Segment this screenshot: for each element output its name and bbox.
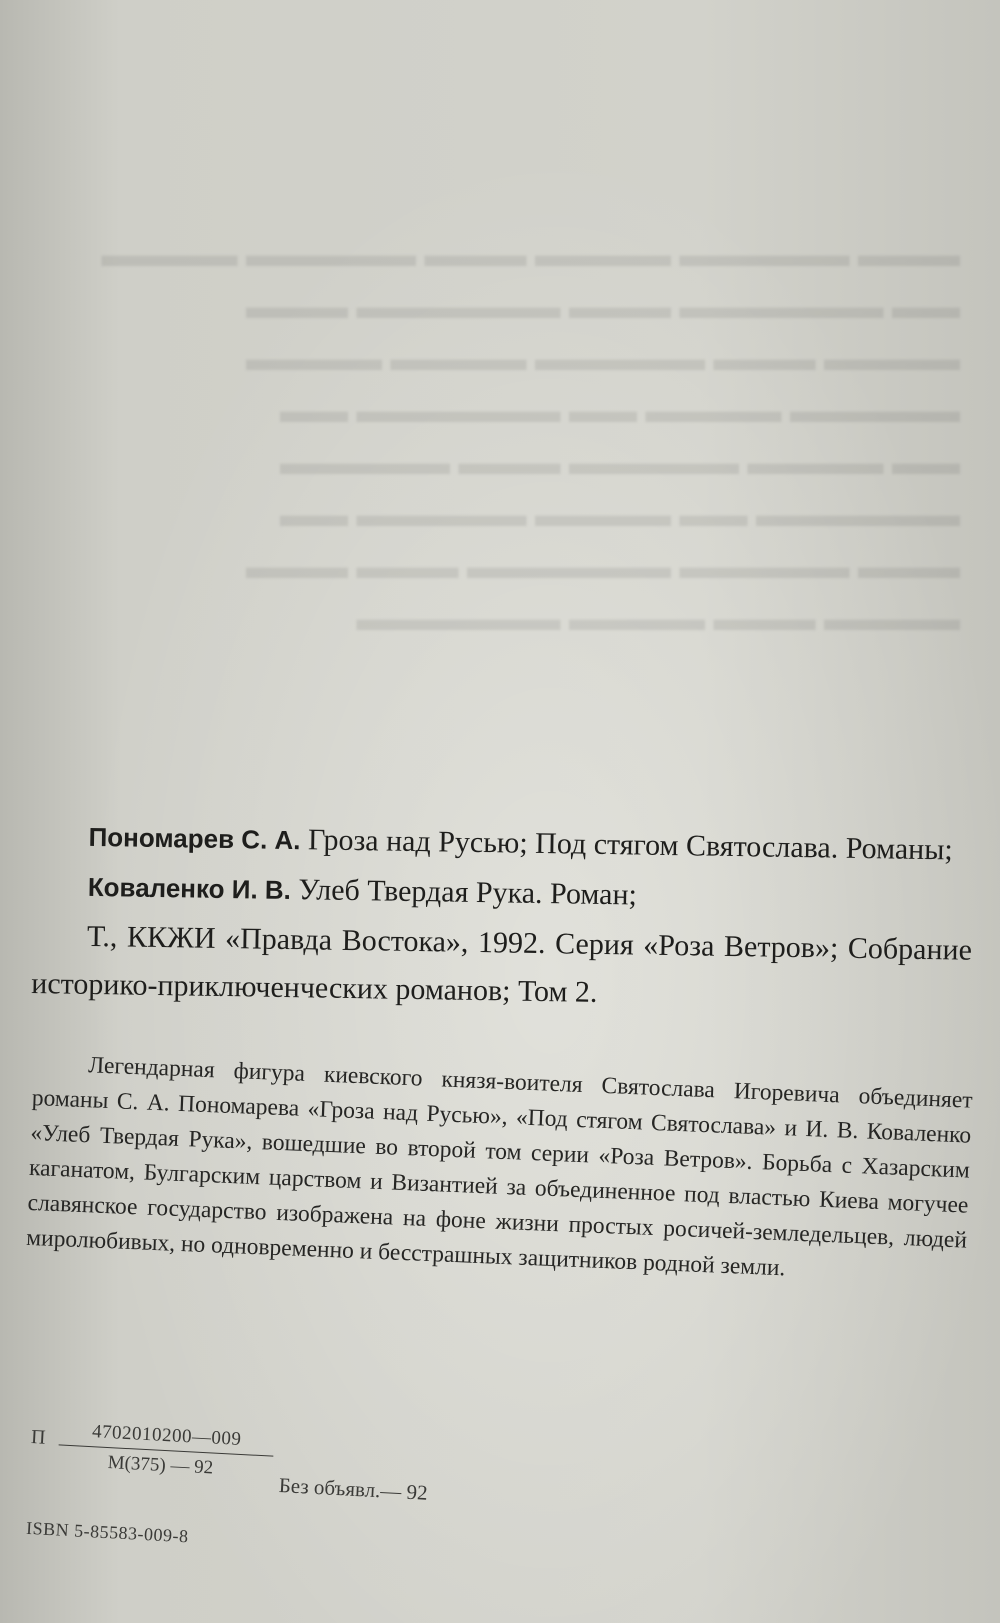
imprint-note: Без объявл.— 92 (278, 1473, 429, 1505)
catalog-entry-publisher (31, 912, 972, 1023)
catalog-card (31, 812, 974, 1025)
isbn-number: ISBN 5-85583-009-8 (25, 1517, 190, 1547)
annotation-paragraph: Легендарная фигура киевского князя-воителя Святослава Игоревича объединяет романы С. А. Пономарева «Гроза над Русью», «Под стягом Святослава» и И. В. Коваленко «Улеб Твердая Рука», вошедшие во второй том серии «Роза Ветров». Борьба с Хазарским каганатом, Булгарским царством и Византией за объединенное под властью Киева могучее славянское государство изображена на фоне жизни простых росичей-земледельцев, людей миролюбивых, но одновременно и бесстрашных защитников родной земли. (25, 1051, 974, 1281)
imprint-denominator: М(375) — 92 (107, 1452, 214, 1479)
entry-text: Улеб Твердая Рука. Роман; (298, 873, 638, 912)
imprint-numerator: 4702010200—009 (91, 1421, 242, 1450)
imprint-prefix: П (30, 1425, 47, 1449)
entry-author: Пономарев С. А. (88, 821, 301, 856)
entry-text: Гроза над Русью; Под стягом Святослава. Романы; (307, 823, 953, 867)
entry-author: Коваленко И. В. (87, 871, 292, 906)
bleed-through-texture: ▬▬▬ ▬▬▬▬▬ ▬▬▬▬ ▬▬▬ ▬▬▬▬▬ ▬▬▬▬ ▬▬ ▬▬▬▬▬▬ ▬▬▬ ▬▬▬▬▬▬ ▬▬▬ ▬▬▬▬ ▬▬▬ ▬▬▬▬▬ ▬▬▬▬ ▬▬▬▬ ▬▬▬▬▬ ▬▬▬▬ ▬▬ ▬▬▬▬▬▬ ▬▬ ▬▬ ▬▬▬▬ ▬▬▬▬▬ ▬▬▬ ▬▬▬▬▬ ▬▬▬▬▬▬ ▬▬ ▬▬▬▬ ▬▬▬▬▬ ▬▬ ▬▬▬ ▬▬▬▬▬ ▬▬▬▬▬▬ ▬▬▬ ▬▬▬ ▬▬▬▬ ▬▬▬ ▬▬▬▬ ▬▬▬▬▬▬ (101, 237, 960, 638)
entry-text: Т., ККЖИ «Правда Востока», 1992. Серия «Роза Ветров»; Собрание историко-приключенческих романов; Том 2. (31, 919, 973, 1009)
imprint-block (24, 1418, 551, 1595)
imprint-code-fraction (57, 1419, 274, 1482)
